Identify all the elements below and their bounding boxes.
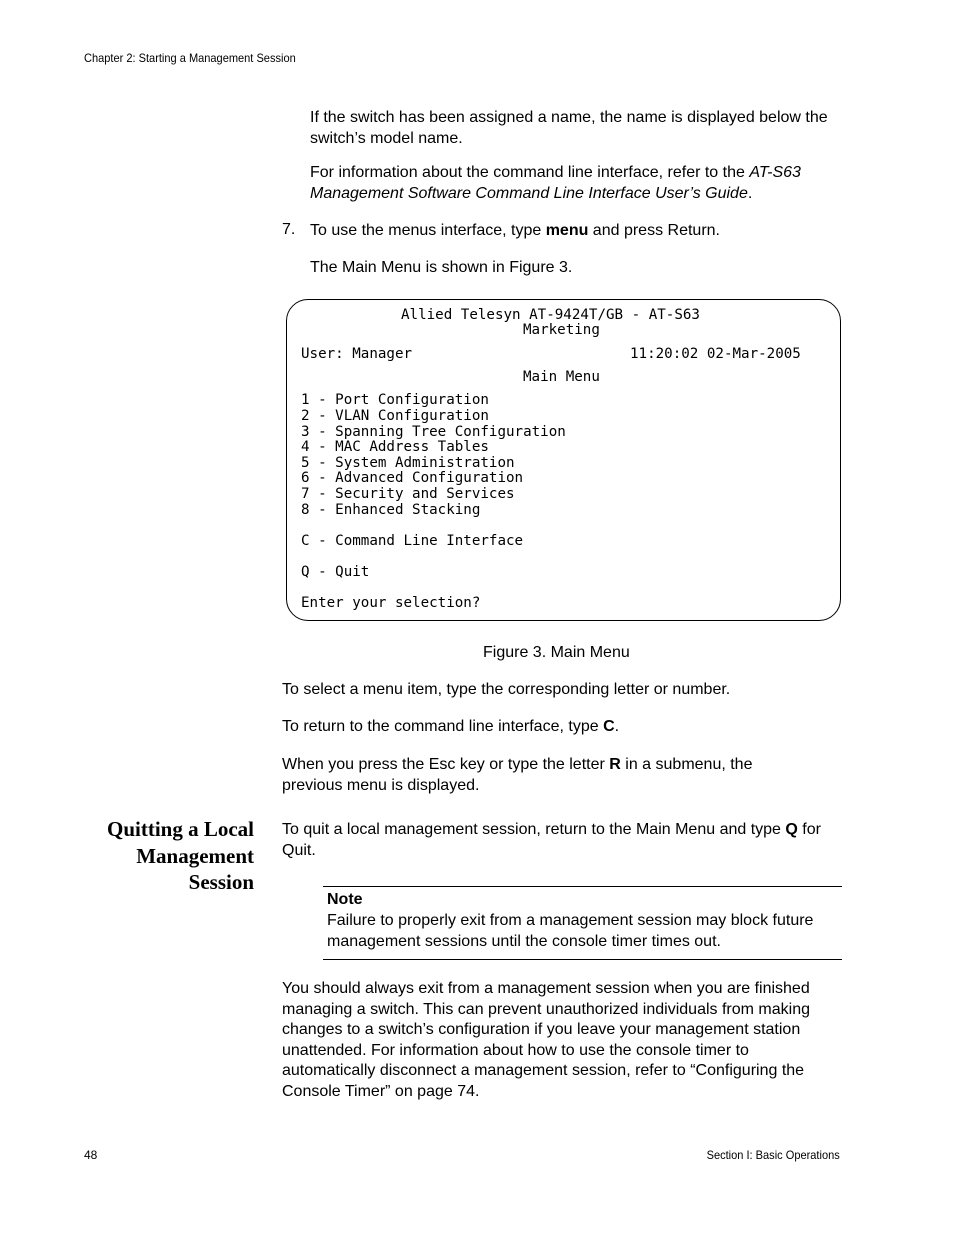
page-number: 48 — [84, 1148, 98, 1162]
terminal-screen — [286, 299, 841, 621]
menu-item: 5 - System Administration — [301, 455, 515, 471]
note-body: Failure to properly exit from a management session may block future management sessions until the console timer times out. — [327, 912, 814, 950]
after-punct: . — [614, 718, 620, 735]
intro-paragraph-2 — [310, 163, 842, 204]
menu-item: 6 - Advanced Configuration — [301, 470, 524, 486]
after-paragraph-3 — [282, 755, 812, 796]
terminal-datetime: 11:20:02 02-Mar-2005 — [630, 346, 801, 362]
running-footer: Section I: Basic Operations — [706, 1148, 840, 1162]
after-text: When you press the Esc key or type the letter — [282, 756, 610, 773]
menu-command: menu — [545, 222, 589, 239]
intro-punct: . — [747, 184, 753, 202]
section-paragraph-1 — [282, 820, 842, 861]
menu-item: 8 - Enhanced Stacking — [301, 502, 481, 518]
note-title: Note — [327, 891, 363, 908]
section-text-end: for Quit. — [282, 821, 821, 859]
figure-caption: Figure 3. Main Menu — [483, 644, 630, 661]
step-number: 7. — [282, 221, 296, 238]
intro-paragraph-1: If the switch has been assigned a name, the name is displayed below the switch’s model name. — [310, 109, 828, 147]
note-box — [323, 886, 842, 960]
key-c: C — [603, 718, 615, 735]
intro-text: For information about the command line interface, refer to the — [310, 164, 750, 181]
step-text-end: and press Return. — [588, 222, 720, 239]
heading-line: Session — [188, 870, 254, 894]
terminal-title: Allied Telesyn AT-9424T/GB - AT-S63 — [401, 307, 700, 323]
menu-item-cli: C - Command Line Interface — [301, 533, 524, 549]
step-text: To use the menus interface, type — [310, 222, 546, 239]
terminal-user: User: Manager — [301, 346, 413, 362]
terminal-prompt: Enter your selection? — [301, 595, 481, 611]
menu-item: 2 - VLAN Configuration — [301, 408, 489, 424]
menu-item: 1 - Port Configuration — [301, 392, 489, 408]
heading-line: Quitting a Local — [106, 817, 254, 841]
menu-item-quit: Q - Quit — [301, 564, 370, 580]
section-paragraph-2: You should always exit from a management session when you are finished managing a switch. This can prevent unauthorized individuals from making changes to a switch’s configuration if you leave your management station unattended. For information about how to use the console timer to automatically disconnect a management session, refer to “Configuring the Console Timer” on page 74. — [282, 980, 810, 1100]
terminal-subtitle: Marketing — [523, 322, 600, 338]
after-paragraph-2 — [282, 717, 619, 738]
heading-line: Management — [136, 843, 254, 868]
menu-item: 4 - MAC Address Tables — [301, 439, 489, 455]
step-7-text — [310, 221, 842, 242]
after-text-end: in a submenu, the previous menu is displayed. — [282, 756, 753, 794]
step-7-follow: The Main Menu is shown in Figure 3. — [310, 259, 573, 276]
after-paragraph-1: To select a menu item, type the corresponding letter or number. — [282, 681, 731, 698]
terminal-menu-title: Main Menu — [523, 369, 600, 385]
after-text: To return to the command line interface, type — [282, 718, 604, 735]
key-r: R — [609, 756, 621, 773]
key-q: Q — [785, 821, 798, 838]
menu-item: 3 - Spanning Tree Configuration — [301, 424, 566, 440]
menu-item: 7 - Security and Services — [301, 486, 515, 502]
running-header: Chapter 2: Starting a Management Session — [84, 51, 296, 65]
section-heading — [107, 816, 254, 896]
section-text: To quit a local management session, return to the Main Menu and type — [282, 821, 786, 838]
guide-title: AT-S63 Management Software Command Line Interface User’s Guide — [310, 164, 801, 202]
